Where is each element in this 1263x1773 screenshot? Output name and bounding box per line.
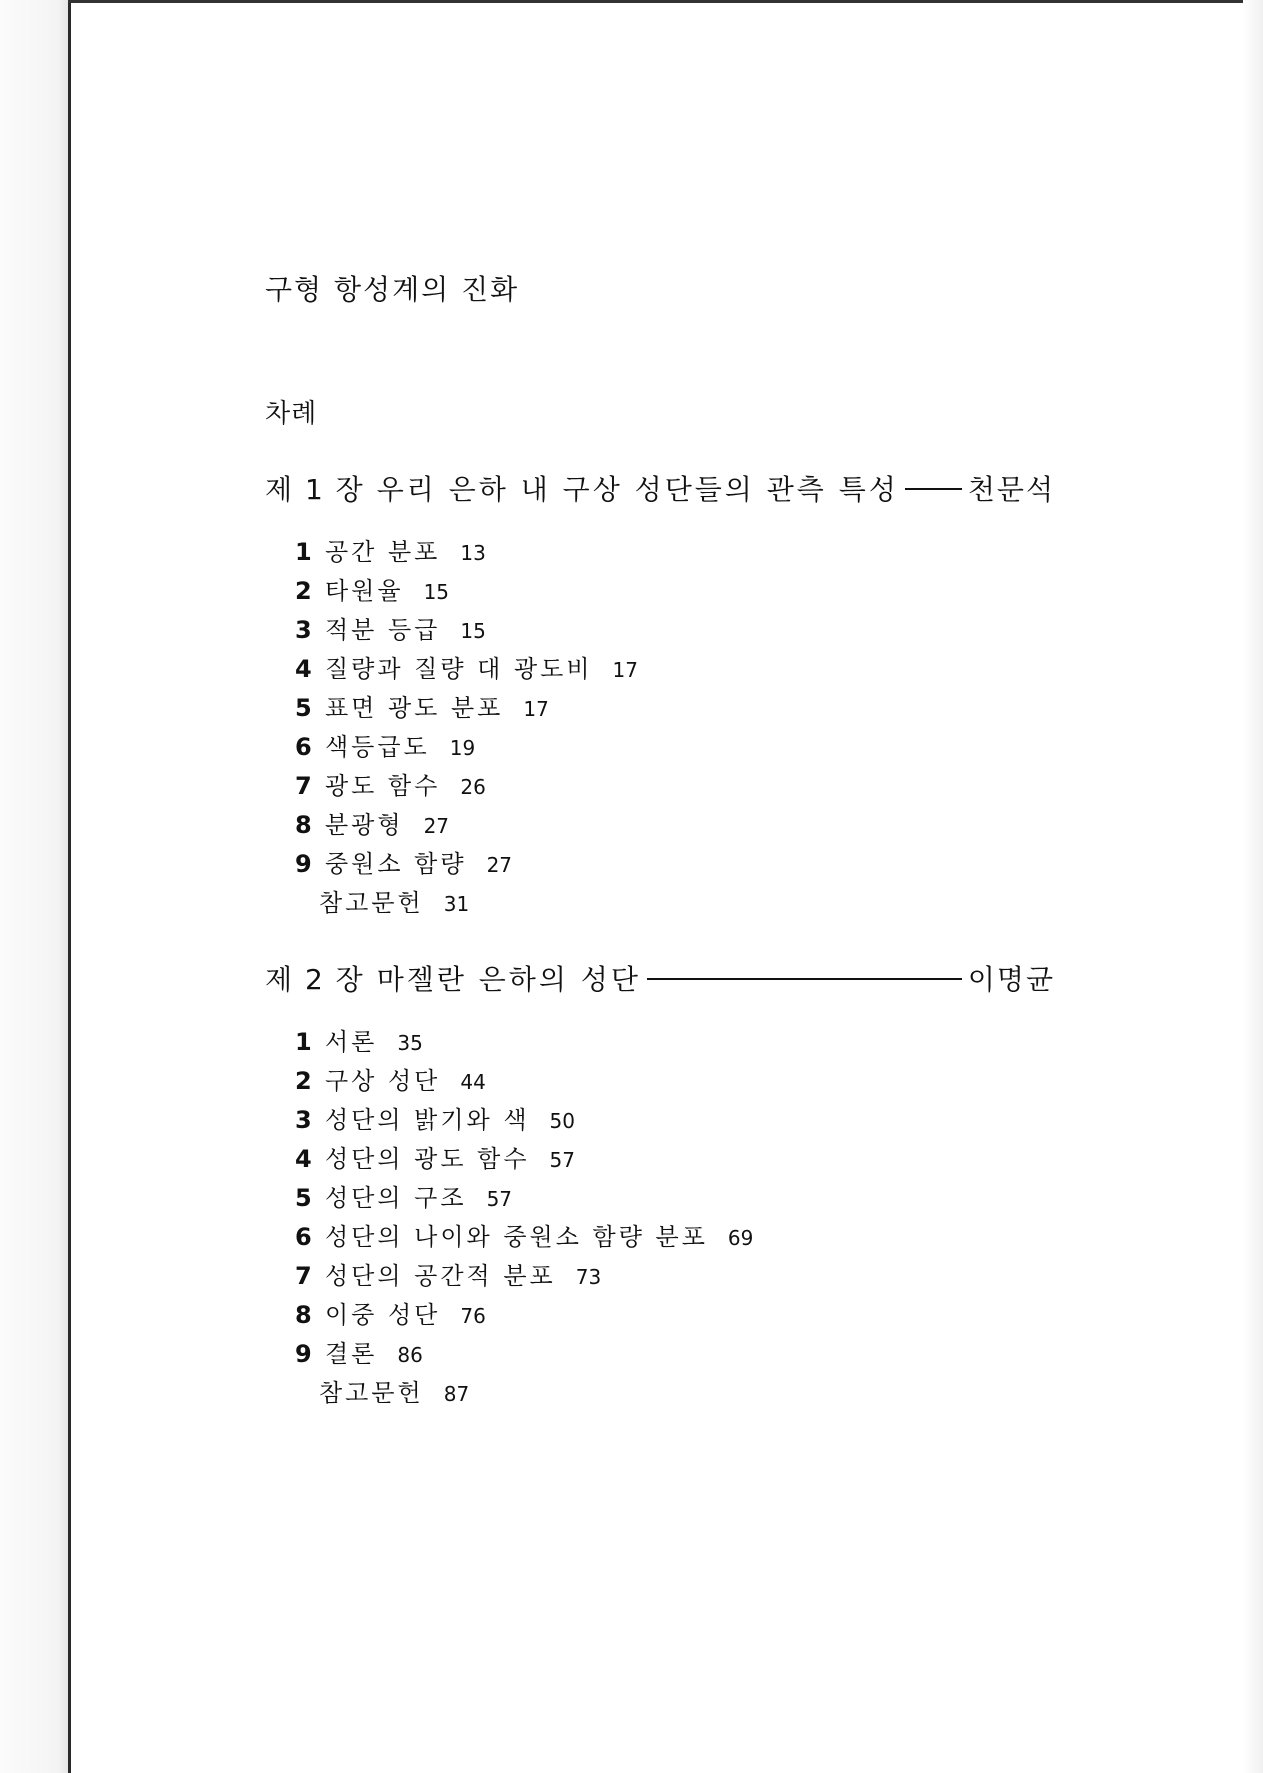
page-number: 57 bbox=[486, 1187, 513, 1211]
page-number: 27 bbox=[423, 814, 450, 838]
toc-entry[interactable] bbox=[295, 1335, 753, 1374]
page-gutter bbox=[0, 0, 68, 1773]
section-title: 공간 분포 bbox=[325, 538, 441, 566]
section-number: 6 bbox=[295, 1223, 312, 1251]
section-number: 1 bbox=[295, 538, 312, 566]
section-title: 질량과 질량 대 광도비 bbox=[325, 655, 593, 683]
toc-entry[interactable] bbox=[295, 728, 638, 767]
page-number: 57 bbox=[549, 1148, 575, 1172]
section-number: 9 bbox=[295, 1340, 312, 1368]
dash-rule bbox=[905, 488, 962, 490]
chapter-2-heading[interactable] bbox=[265, 958, 1055, 998]
toc-entry-references[interactable] bbox=[295, 884, 638, 923]
chapter-1-heading[interactable] bbox=[265, 468, 1055, 508]
toc-entry-references[interactable] bbox=[295, 1374, 753, 1413]
page-number: 44 bbox=[460, 1070, 486, 1094]
toc-entry[interactable] bbox=[295, 572, 638, 611]
section-title: 분광형 bbox=[325, 811, 404, 839]
section-number: 2 bbox=[295, 1067, 312, 1095]
section-title: 결론 bbox=[325, 1340, 378, 1368]
chapter-author: 천문석 bbox=[967, 473, 1055, 506]
page-right-shade bbox=[1243, 0, 1263, 1773]
toc-entry[interactable] bbox=[295, 1296, 753, 1335]
section-title: 서론 bbox=[325, 1028, 378, 1056]
toc-entry[interactable] bbox=[295, 845, 638, 884]
section-number: 8 bbox=[295, 811, 312, 839]
section-title: 적분 등급 bbox=[325, 616, 441, 644]
toc-entry[interactable] bbox=[295, 1062, 753, 1101]
page-number: 17 bbox=[612, 658, 638, 682]
page-number: 17 bbox=[523, 697, 549, 721]
toc-entry[interactable] bbox=[295, 689, 638, 728]
toc-page bbox=[265, 0, 1165, 1773]
page-number: 27 bbox=[486, 853, 513, 877]
chapter-title: 마젤란 은하의 성단 bbox=[376, 963, 641, 996]
section-title: 성단의 나이와 중원소 함량 분포 bbox=[325, 1223, 708, 1251]
references-title: 참고문헌 bbox=[319, 1379, 424, 1407]
page-number: 76 bbox=[460, 1304, 486, 1328]
page-left-edge bbox=[68, 0, 71, 1773]
page-number: 26 bbox=[460, 775, 486, 799]
section-title: 광도 함수 bbox=[325, 772, 441, 800]
toc-entry[interactable] bbox=[295, 1101, 753, 1140]
section-number: 3 bbox=[295, 1106, 312, 1134]
section-number: 7 bbox=[295, 1262, 312, 1290]
toc-entry[interactable] bbox=[295, 533, 638, 572]
section-title: 타원율 bbox=[325, 577, 404, 605]
toc-entry[interactable] bbox=[295, 1179, 753, 1218]
page-number: 31 bbox=[443, 892, 470, 916]
page-number: 69 bbox=[727, 1226, 754, 1250]
chapter-title: 우리 은하 내 구상 성단들의 관측 특성 bbox=[376, 473, 899, 506]
section-title: 성단의 밝기와 색 bbox=[325, 1106, 530, 1134]
section-title: 표면 광도 분포 bbox=[325, 694, 504, 722]
chapter-author: 이명균 bbox=[967, 963, 1055, 996]
section-title: 구상 성단 bbox=[325, 1067, 441, 1095]
toc-entry[interactable] bbox=[295, 650, 638, 689]
section-title: 중원소 함량 bbox=[325, 850, 467, 878]
section-number: 5 bbox=[295, 694, 312, 722]
page-number: 15 bbox=[460, 619, 486, 643]
section-title: 성단의 구조 bbox=[325, 1184, 467, 1212]
page-number: 50 bbox=[549, 1109, 575, 1133]
toc-entry[interactable] bbox=[295, 1023, 753, 1062]
section-title: 이중 성단 bbox=[325, 1301, 441, 1329]
toc-entry[interactable] bbox=[295, 1218, 753, 1257]
section-number: 8 bbox=[295, 1301, 312, 1329]
section-number: 5 bbox=[295, 1184, 312, 1212]
page-number: 19 bbox=[449, 736, 476, 760]
section-number: 1 bbox=[295, 1028, 312, 1056]
page-number: 13 bbox=[460, 541, 486, 565]
section-number: 3 bbox=[295, 616, 312, 644]
page-number: 15 bbox=[423, 580, 450, 604]
dash-rule bbox=[647, 978, 962, 980]
book-title: 구형 항성계의 진화 bbox=[265, 273, 520, 306]
toc-entry[interactable] bbox=[295, 611, 638, 650]
page-number: 73 bbox=[575, 1265, 602, 1289]
section-number: 2 bbox=[295, 577, 312, 605]
section-number: 4 bbox=[295, 1145, 312, 1173]
section-title: 색등급도 bbox=[325, 733, 430, 761]
toc-entry[interactable] bbox=[295, 1140, 753, 1179]
toc-entry[interactable] bbox=[295, 1257, 753, 1296]
chapter-1-sections bbox=[295, 533, 638, 923]
section-number: 4 bbox=[295, 655, 312, 683]
toc-entry[interactable] bbox=[295, 806, 638, 845]
chapter-2-sections bbox=[295, 1023, 753, 1413]
page-number: 87 bbox=[443, 1382, 470, 1406]
section-number: 7 bbox=[295, 772, 312, 800]
page-number: 86 bbox=[397, 1343, 423, 1367]
toc-entry[interactable] bbox=[295, 767, 638, 806]
section-title: 성단의 공간적 분포 bbox=[325, 1262, 556, 1290]
section-number: 6 bbox=[295, 733, 312, 761]
section-number: 9 bbox=[295, 850, 312, 878]
references-title: 참고문헌 bbox=[319, 889, 424, 917]
section-title: 성단의 광도 함수 bbox=[325, 1145, 530, 1173]
toc-heading: 차례 bbox=[265, 399, 318, 429]
page-number: 35 bbox=[397, 1031, 423, 1055]
chapter-label: 제 1 장 bbox=[265, 473, 365, 506]
chapter-label: 제 2 장 bbox=[265, 963, 365, 996]
